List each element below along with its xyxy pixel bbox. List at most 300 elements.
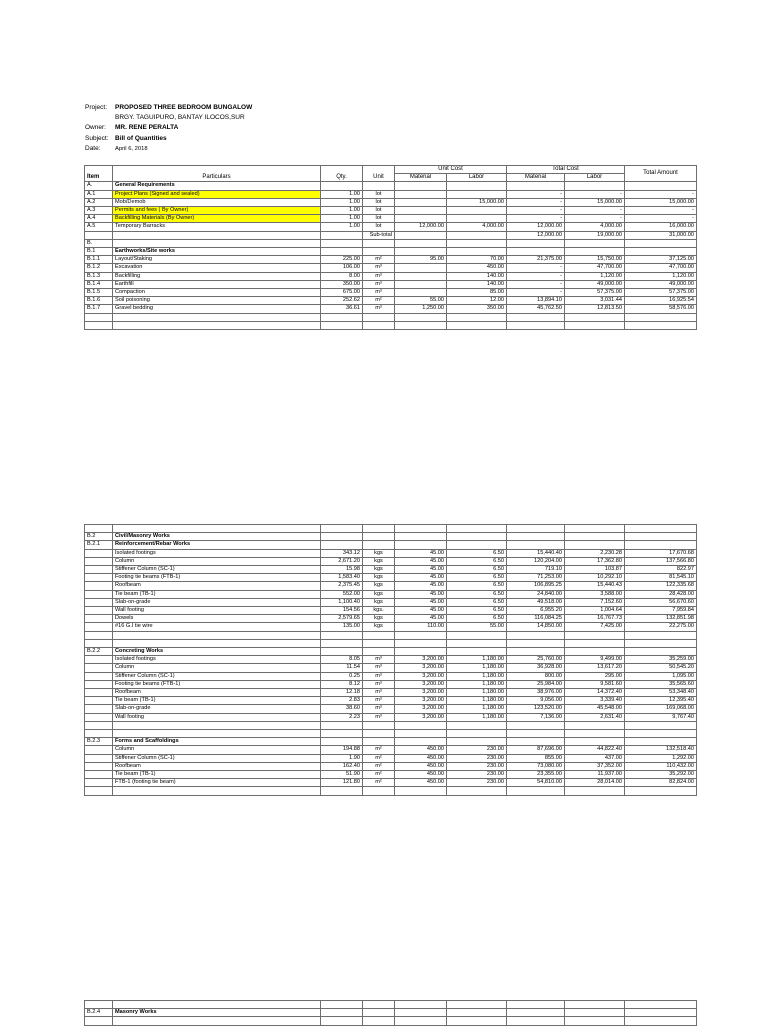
cell-item: B.1.2 bbox=[85, 264, 113, 272]
cell-unit-labor: 1,180.00 bbox=[447, 705, 507, 713]
cell-item bbox=[85, 713, 113, 721]
cell-total-labor: 19,000.00 bbox=[565, 231, 625, 239]
cell-unit-material: 3,200.00 bbox=[395, 705, 447, 713]
cell-particulars: General Requirements bbox=[113, 182, 321, 190]
cell-unit: m² bbox=[363, 754, 395, 762]
cell-qty: 8.00 bbox=[321, 272, 363, 280]
cell-total-labor bbox=[565, 321, 625, 329]
cell-unit-material: 3,200.00 bbox=[395, 697, 447, 705]
cell-total-material: 9,056.00 bbox=[507, 697, 565, 705]
cell-total-material bbox=[507, 639, 565, 647]
cell-unit-material bbox=[395, 182, 447, 190]
cell-total-material: 719.10 bbox=[507, 566, 565, 574]
cell-unit-labor bbox=[447, 541, 507, 549]
table-row bbox=[85, 272, 697, 280]
cell-qty: 1.90 bbox=[321, 754, 363, 762]
cell-unit-material: 45.00 bbox=[395, 566, 447, 574]
cell-unit-material: 55.00 bbox=[395, 297, 447, 305]
cell-item bbox=[85, 321, 113, 329]
cell-item bbox=[85, 672, 113, 680]
cell-total-amount: 1,095.00 bbox=[625, 672, 697, 680]
cell-unit-labor: 6.50 bbox=[447, 549, 507, 557]
cell-total-labor: 9,499.00 bbox=[565, 656, 625, 664]
cell-total-material: 12,000.00 bbox=[507, 223, 565, 231]
cell-item bbox=[85, 697, 113, 705]
cell-unit-material: 12,000.00 bbox=[395, 223, 447, 231]
cell-qty bbox=[321, 648, 363, 656]
table-row bbox=[85, 264, 697, 272]
cell-unit-material bbox=[395, 631, 447, 639]
table-row bbox=[85, 730, 697, 738]
cell-qty: 194.88 bbox=[321, 746, 363, 754]
cell-total-labor bbox=[565, 533, 625, 541]
cell-total-amount: 57,375.00 bbox=[625, 289, 697, 297]
cell-total-amount: 35,565.60 bbox=[625, 680, 697, 688]
table-row bbox=[85, 248, 697, 256]
cell-particulars: Excavation bbox=[113, 264, 321, 272]
cell-total-labor: 14,372.40 bbox=[565, 689, 625, 697]
cell-particulars: Footing tie beams (FTB-1) bbox=[113, 574, 321, 582]
table-row bbox=[85, 1001, 697, 1009]
cell-total-labor: 1,004.64 bbox=[565, 607, 625, 615]
cell-qty bbox=[321, 738, 363, 746]
cell-item: B.1.3 bbox=[85, 272, 113, 280]
cell-total-amount: 37,125.00 bbox=[625, 256, 697, 264]
cell-particulars: Wall footing bbox=[113, 607, 321, 615]
cell-qty: 1.00 bbox=[321, 207, 363, 215]
cell-unit-labor: 4,000.00 bbox=[447, 223, 507, 231]
table-row bbox=[85, 256, 697, 264]
cell-total-material: 25,760.00 bbox=[507, 656, 565, 664]
cell-particulars: Backfilling Materials (By Owner) bbox=[113, 215, 321, 223]
cell-item bbox=[85, 549, 113, 557]
cell-unit-material bbox=[395, 639, 447, 647]
cell-item: B.1.1 bbox=[85, 256, 113, 264]
boq-table-block-2 bbox=[84, 524, 697, 796]
cell-total-labor: 15,750.00 bbox=[565, 256, 625, 264]
cell-unit: m³ bbox=[363, 713, 395, 721]
table-row bbox=[85, 215, 697, 223]
cell-item bbox=[85, 771, 113, 779]
table-row bbox=[85, 615, 697, 623]
cell-unit: kgs bbox=[363, 549, 395, 557]
cell-unit-material: 450.00 bbox=[395, 779, 447, 787]
cell-total-material: 106,895.25 bbox=[507, 582, 565, 590]
cell-total-material: 116,084.25 bbox=[507, 615, 565, 623]
cell-total-amount bbox=[625, 738, 697, 746]
cell-unit: m³ bbox=[363, 656, 395, 664]
cell-total-material bbox=[507, 321, 565, 329]
col-unit-labor: Labor bbox=[447, 174, 507, 182]
cell-qty bbox=[321, 787, 363, 795]
cell-item bbox=[85, 779, 113, 787]
cell-unit-material bbox=[395, 1001, 447, 1009]
cell-total-labor: 3,588.00 bbox=[565, 590, 625, 598]
cell-qty: 106.00 bbox=[321, 264, 363, 272]
cell-total-material: 24,840.00 bbox=[507, 590, 565, 598]
cell-unit-material: 95.00 bbox=[395, 256, 447, 264]
cell-item bbox=[85, 754, 113, 762]
cell-total-material: 71,253.00 bbox=[507, 574, 565, 582]
cell-qty: 15.98 bbox=[321, 566, 363, 574]
cell-total-labor: 7,152.60 bbox=[565, 598, 625, 606]
cell-particulars: Concreting Works bbox=[113, 648, 321, 656]
cell-unit-material bbox=[395, 648, 447, 656]
cell-total-amount bbox=[625, 533, 697, 541]
cell-unit-labor bbox=[447, 525, 507, 533]
cell-unit bbox=[363, 730, 395, 738]
cell-qty bbox=[321, 231, 363, 239]
cell-unit-labor: 6.50 bbox=[447, 598, 507, 606]
cell-unit: m² bbox=[363, 256, 395, 264]
cell-unit-labor: 15,000.00 bbox=[447, 198, 507, 206]
cell-total-amount: 7,959.84 bbox=[625, 607, 697, 615]
cell-total-material bbox=[507, 533, 565, 541]
cell-total-amount bbox=[625, 721, 697, 729]
cell-total-amount: 49,000.00 bbox=[625, 280, 697, 288]
cell-total-labor: 437.00 bbox=[565, 754, 625, 762]
cell-unit: Sub-total bbox=[363, 231, 395, 239]
table-row bbox=[85, 297, 697, 305]
cell-total-labor bbox=[565, 239, 625, 247]
cell-item: B.1.7 bbox=[85, 305, 113, 313]
cell-particulars: Roofbeam bbox=[113, 689, 321, 697]
cell-unit-labor bbox=[447, 1009, 507, 1017]
cell-total-material: 21,375.00 bbox=[507, 256, 565, 264]
cell-unit bbox=[363, 787, 395, 795]
cell-total-amount: 58,576.00 bbox=[625, 305, 697, 313]
cell-total-material: 49,518.00 bbox=[507, 598, 565, 606]
cell-total-material: 23,355.00 bbox=[507, 771, 565, 779]
table-row bbox=[85, 754, 697, 762]
cell-item bbox=[85, 705, 113, 713]
table-row bbox=[85, 525, 697, 533]
table-row bbox=[85, 582, 697, 590]
cell-unit: m³ bbox=[363, 689, 395, 697]
cell-unit-material bbox=[395, 321, 447, 329]
cell-total-amount: - bbox=[625, 207, 697, 215]
cell-unit-material bbox=[395, 215, 447, 223]
cell-particulars bbox=[113, 730, 321, 738]
cell-unit-labor: 230.00 bbox=[447, 746, 507, 754]
cell-item bbox=[85, 566, 113, 574]
cell-unit-labor: 70.00 bbox=[447, 256, 507, 264]
cell-item bbox=[85, 721, 113, 729]
cell-unit-labor: 1,180.00 bbox=[447, 656, 507, 664]
cell-particulars: Backfilling bbox=[113, 272, 321, 280]
cell-unit-material: 45.00 bbox=[395, 607, 447, 615]
cell-total-material bbox=[507, 182, 565, 190]
cell-total-labor: 2,631.40 bbox=[565, 713, 625, 721]
cell-qty: 1,583.40 bbox=[321, 574, 363, 582]
cell-qty bbox=[321, 239, 363, 247]
cell-total-amount: 35,259.00 bbox=[625, 656, 697, 664]
cell-total-amount: 47,700.00 bbox=[625, 264, 697, 272]
cell-total-amount: 22,275.00 bbox=[625, 623, 697, 631]
cell-unit-material bbox=[395, 248, 447, 256]
cell-unit: m³ bbox=[363, 672, 395, 680]
cell-particulars: Stiffener Column (SC-1) bbox=[113, 672, 321, 680]
cell-particulars: Mob/Demob bbox=[113, 198, 321, 206]
col-unit-material: Material bbox=[395, 174, 447, 182]
cell-total-amount bbox=[625, 631, 697, 639]
cell-total-material: 120,204.00 bbox=[507, 557, 565, 565]
cell-total-material: 15,440.40 bbox=[507, 549, 565, 557]
cell-qty: 51.90 bbox=[321, 771, 363, 779]
cell-unit-material: 45.00 bbox=[395, 582, 447, 590]
cell-item: B.2.1 bbox=[85, 541, 113, 549]
project-info-row bbox=[85, 134, 252, 144]
cell-total-amount bbox=[625, 639, 697, 647]
cell-total-labor: 37,352.00 bbox=[565, 762, 625, 770]
cell-unit-material bbox=[395, 730, 447, 738]
boq-table-block-3 bbox=[84, 1000, 697, 1026]
cell-qty bbox=[321, 525, 363, 533]
cell-total-amount: 132,518.40 bbox=[625, 746, 697, 754]
cell-unit-labor: 230.00 bbox=[447, 771, 507, 779]
cell-particulars: Soil poisoning bbox=[113, 297, 321, 305]
cell-particulars: Project Plans (Signed and sealed) bbox=[113, 190, 321, 198]
cell-qty: 36.61 bbox=[321, 305, 363, 313]
cell-unit-material bbox=[395, 787, 447, 795]
cell-qty: 2.23 bbox=[321, 713, 363, 721]
cell-particulars: Stiffener Column (SC-1) bbox=[113, 754, 321, 762]
col-total-cost: Total Cost bbox=[507, 166, 625, 174]
cell-unit bbox=[363, 1001, 395, 1009]
cell-unit-material: 45.00 bbox=[395, 557, 447, 565]
cell-total-amount: 12,395.40 bbox=[625, 697, 697, 705]
cell-total-amount: 1,120.00 bbox=[625, 272, 697, 280]
cell-qty bbox=[321, 533, 363, 541]
cell-total-labor bbox=[565, 787, 625, 795]
cell-item bbox=[85, 656, 113, 664]
cell-unit-labor bbox=[447, 648, 507, 656]
cell-unit-material: 1,250.00 bbox=[395, 305, 447, 313]
cell-unit-labor bbox=[447, 215, 507, 223]
cell-total-material bbox=[507, 541, 565, 549]
cell-total-labor: 15,000.00 bbox=[565, 198, 625, 206]
cell-particulars: Isolated footings bbox=[113, 656, 321, 664]
cell-total-material: 36,928.00 bbox=[507, 664, 565, 672]
cell-qty bbox=[321, 313, 363, 321]
cell-item bbox=[85, 746, 113, 754]
cell-unit bbox=[363, 631, 395, 639]
cell-unit-labor bbox=[447, 631, 507, 639]
cell-total-labor: 57,375.00 bbox=[565, 289, 625, 297]
cell-particulars bbox=[113, 313, 321, 321]
cell-unit-labor: 1,180.00 bbox=[447, 697, 507, 705]
cell-unit: kgs bbox=[363, 615, 395, 623]
table-row bbox=[85, 541, 697, 549]
cell-unit-labor: 230.00 bbox=[447, 779, 507, 787]
cell-unit: kgs bbox=[363, 566, 395, 574]
cell-unit-labor bbox=[447, 248, 507, 256]
cell-qty: 12.18 bbox=[321, 689, 363, 697]
cell-total-labor: - bbox=[565, 190, 625, 198]
cell-total-material bbox=[507, 1009, 565, 1017]
cell-total-amount bbox=[625, 730, 697, 738]
cell-unit-labor: 85.00 bbox=[447, 289, 507, 297]
cell-unit-labor: 230.00 bbox=[447, 754, 507, 762]
cell-qty: 1,100.40 bbox=[321, 598, 363, 606]
cell-unit-labor bbox=[447, 533, 507, 541]
cell-unit: m² bbox=[363, 762, 395, 770]
cell-total-material: 14,850.00 bbox=[507, 623, 565, 631]
cell-total-labor: 12,813.50 bbox=[565, 305, 625, 313]
cell-unit-labor bbox=[447, 639, 507, 647]
table-row bbox=[85, 313, 697, 321]
cell-unit-labor bbox=[447, 738, 507, 746]
cell-total-labor: 28,014.00 bbox=[565, 779, 625, 787]
cell-unit-labor: 55.00 bbox=[447, 623, 507, 631]
cell-qty bbox=[321, 541, 363, 549]
cell-unit-material bbox=[395, 541, 447, 549]
cell-total-labor: 49,000.00 bbox=[565, 280, 625, 288]
cell-qty: 135.00 bbox=[321, 623, 363, 631]
cell-unit-labor: 450.00 bbox=[447, 264, 507, 272]
cell-total-labor: 1,120.00 bbox=[565, 272, 625, 280]
cell-total-material: 7,136.00 bbox=[507, 713, 565, 721]
cell-item: B. bbox=[85, 239, 113, 247]
cell-unit bbox=[363, 321, 395, 329]
cell-total-amount: 81,545.10 bbox=[625, 574, 697, 582]
cell-unit-labor bbox=[447, 313, 507, 321]
cell-unit-labor: 6.50 bbox=[447, 590, 507, 598]
table-row bbox=[85, 239, 697, 247]
cell-total-amount: 56,670.60 bbox=[625, 598, 697, 606]
cell-total-material bbox=[507, 730, 565, 738]
cell-unit-labor: 1,180.00 bbox=[447, 672, 507, 680]
table-row bbox=[85, 1009, 697, 1017]
col-qty: Qty. bbox=[321, 166, 363, 182]
table-row bbox=[85, 231, 697, 239]
table-row bbox=[85, 549, 697, 557]
cell-qty bbox=[321, 721, 363, 729]
cell-unit-labor: 6.50 bbox=[447, 607, 507, 615]
cell-total-material: - bbox=[507, 289, 565, 297]
cell-item: B.2 bbox=[85, 533, 113, 541]
cell-item bbox=[85, 730, 113, 738]
cell-total-material: - bbox=[507, 264, 565, 272]
table-row bbox=[85, 697, 697, 705]
cell-unit bbox=[363, 533, 395, 541]
cell-unit: m³ bbox=[363, 280, 395, 288]
cell-qty: 252.62 bbox=[321, 297, 363, 305]
cell-unit: m³ bbox=[363, 705, 395, 713]
cell-unit-material: 3,200.00 bbox=[395, 672, 447, 680]
table-row bbox=[85, 639, 697, 647]
cell-total-amount: - bbox=[625, 215, 697, 223]
project-info bbox=[85, 103, 252, 154]
cell-qty: 675.00 bbox=[321, 289, 363, 297]
table-row bbox=[85, 557, 697, 565]
cell-qty bbox=[321, 321, 363, 329]
cell-qty: 0.25 bbox=[321, 672, 363, 680]
cell-unit-labor bbox=[447, 231, 507, 239]
cell-unit bbox=[363, 738, 395, 746]
cell-total-amount bbox=[625, 239, 697, 247]
cell-total-labor bbox=[565, 313, 625, 321]
project-info-label: Subject: bbox=[85, 134, 109, 142]
cell-total-labor: 13,617.20 bbox=[565, 664, 625, 672]
cell-item bbox=[85, 525, 113, 533]
cell-total-labor: 11,937.00 bbox=[565, 771, 625, 779]
cell-unit-labor bbox=[447, 730, 507, 738]
cell-particulars: Column bbox=[113, 557, 321, 565]
project-info-row bbox=[85, 103, 252, 113]
cell-total-labor bbox=[565, 721, 625, 729]
cell-unit-material bbox=[395, 264, 447, 272]
table-row bbox=[85, 280, 697, 288]
cell-total-amount: 132,851.98 bbox=[625, 615, 697, 623]
project-info-value: April 6, 2018 bbox=[115, 145, 148, 152]
cell-item bbox=[85, 689, 113, 697]
cell-total-amount: 82,824.00 bbox=[625, 779, 697, 787]
cell-unit-material bbox=[395, 280, 447, 288]
cell-unit bbox=[363, 721, 395, 729]
cell-total-labor: 3,031.44 bbox=[565, 297, 625, 305]
cell-unit-labor bbox=[447, 207, 507, 215]
cell-particulars bbox=[113, 721, 321, 729]
cell-particulars: Slab-on-grade bbox=[113, 705, 321, 713]
cell-unit-material: 110.00 bbox=[395, 623, 447, 631]
cell-total-material: - bbox=[507, 280, 565, 288]
cell-particulars: Roofbeam bbox=[113, 762, 321, 770]
cell-particulars: Isolated footings bbox=[113, 549, 321, 557]
cell-unit: lot bbox=[363, 215, 395, 223]
cell-qty: 38.60 bbox=[321, 705, 363, 713]
cell-total-amount: - bbox=[625, 190, 697, 198]
cell-item: A.3 bbox=[85, 207, 113, 215]
cell-total-material: 45,762.50 bbox=[507, 305, 565, 313]
cell-particulars bbox=[113, 239, 321, 247]
cell-qty: 1.00 bbox=[321, 215, 363, 223]
cell-total-amount bbox=[625, 321, 697, 329]
cell-total-amount bbox=[625, 1001, 697, 1009]
cell-unit-material: 45.00 bbox=[395, 598, 447, 606]
cell-unit: kgs bbox=[363, 557, 395, 565]
table-row bbox=[85, 705, 697, 713]
col-unit: Unit bbox=[363, 166, 395, 182]
cell-total-material bbox=[507, 1001, 565, 1009]
cell-qty: 2.83 bbox=[321, 697, 363, 705]
cell-total-amount: 16,000.00 bbox=[625, 223, 697, 231]
cell-particulars: Column bbox=[113, 664, 321, 672]
cell-total-labor bbox=[565, 1001, 625, 1009]
table-row bbox=[85, 223, 697, 231]
cell-total-material: - bbox=[507, 207, 565, 215]
cell-total-material: 25,984.00 bbox=[507, 680, 565, 688]
table-header-top bbox=[85, 166, 697, 174]
cell-qty bbox=[321, 1001, 363, 1009]
cell-item bbox=[85, 1001, 113, 1009]
cell-total-material: 73,080.00 bbox=[507, 762, 565, 770]
cell-item: B.1 bbox=[85, 248, 113, 256]
cell-item bbox=[85, 590, 113, 598]
cell-particulars: Gravel bedding bbox=[113, 305, 321, 313]
cell-unit bbox=[363, 182, 395, 190]
cell-item: B.1.4 bbox=[85, 280, 113, 288]
cell-total-labor: 10,292.10 bbox=[565, 574, 625, 582]
cell-item: A. bbox=[85, 182, 113, 190]
cell-total-amount: 28,428.00 bbox=[625, 590, 697, 598]
cell-particulars: Slab-on-grade bbox=[113, 598, 321, 606]
project-info-value: PROPOSED THREE BEDROOM BUNGALOW bbox=[115, 104, 253, 111]
cell-total-material: - bbox=[507, 190, 565, 198]
col-particulars: Particulars bbox=[113, 166, 321, 182]
cell-unit-material: 3,200.00 bbox=[395, 656, 447, 664]
col-total-labor: Labor bbox=[565, 174, 625, 182]
